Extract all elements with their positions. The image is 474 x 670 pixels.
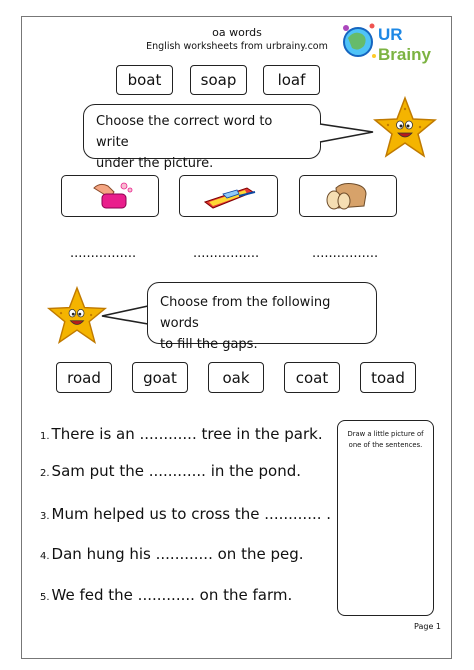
word-box-boat: boat — [116, 65, 173, 95]
instruction-bubble-2 — [147, 282, 377, 352]
sentence-text: There is an ............ tree in the park. — [51, 425, 323, 443]
logo-text-ur: UR — [378, 25, 403, 44]
sentence-text: Dan hung his ............ on the peg. — [51, 545, 304, 563]
sentence-5[interactable] — [40, 586, 292, 604]
picture-box-soap — [61, 175, 159, 217]
sentence-number: 2. — [40, 468, 50, 479]
picture-box-boat — [179, 175, 278, 217]
instruction-2-line-2: to fill the gaps. — [160, 337, 258, 352]
instruction-1-line-1: Choose the correct word to write — [96, 114, 273, 150]
bubble-tail-1 — [318, 120, 378, 150]
answer-blank-1[interactable]: ................ — [70, 246, 137, 261]
picture-box-loaf — [299, 175, 397, 217]
word-box-road: road — [56, 362, 112, 393]
word-box-loaf: loaf — [263, 65, 320, 95]
word-box-coat: coat — [284, 362, 340, 393]
urbrainy-logo — [338, 18, 438, 66]
page-number: Page 1 — [414, 622, 441, 631]
sentence-number: 1. — [40, 431, 50, 442]
sentence-text: Sam put the ............ in the pond. — [51, 462, 302, 480]
logo-text-brainy: Brainy — [378, 45, 431, 64]
bread-loaf-icon — [318, 178, 378, 214]
instruction-1-line-2: under the picture. — [96, 156, 214, 171]
worksheet-title: oa words — [212, 26, 262, 39]
sentence-number: 4. — [40, 551, 50, 562]
answer-blank-3[interactable]: ................ — [312, 246, 379, 261]
instruction-2-line-1: Choose from the following words — [160, 295, 331, 331]
bubble-tail-2 — [98, 302, 150, 332]
starfish-icon — [372, 95, 438, 161]
draw-box-instruction: Draw a little picture of one of the sentences. — [347, 430, 424, 449]
word-box-toad: toad — [360, 362, 416, 393]
sentence-number: 5. — [40, 592, 50, 603]
answer-blank-2[interactable]: ................ — [193, 246, 260, 261]
sentence-2[interactable] — [40, 462, 301, 480]
sentence-1[interactable] — [40, 425, 323, 443]
sentence-text: Mum helped us to cross the ............ . — [51, 505, 332, 523]
soap-hand-icon — [80, 178, 140, 214]
sentence-number: 3. — [40, 511, 50, 522]
word-box-oak: oak — [208, 362, 264, 393]
sentence-3[interactable] — [40, 505, 331, 523]
instruction-bubble-1 — [83, 104, 321, 171]
word-box-soap: soap — [190, 65, 247, 95]
worksheet-subtitle: English worksheets from urbrainy.com — [146, 41, 328, 52]
draw-picture-box[interactable] — [337, 420, 434, 616]
sentence-4[interactable] — [40, 545, 304, 563]
word-box-goat: goat — [132, 362, 188, 393]
boat-icon — [199, 178, 259, 214]
sentence-text: We fed the ............ on the farm. — [51, 586, 293, 604]
